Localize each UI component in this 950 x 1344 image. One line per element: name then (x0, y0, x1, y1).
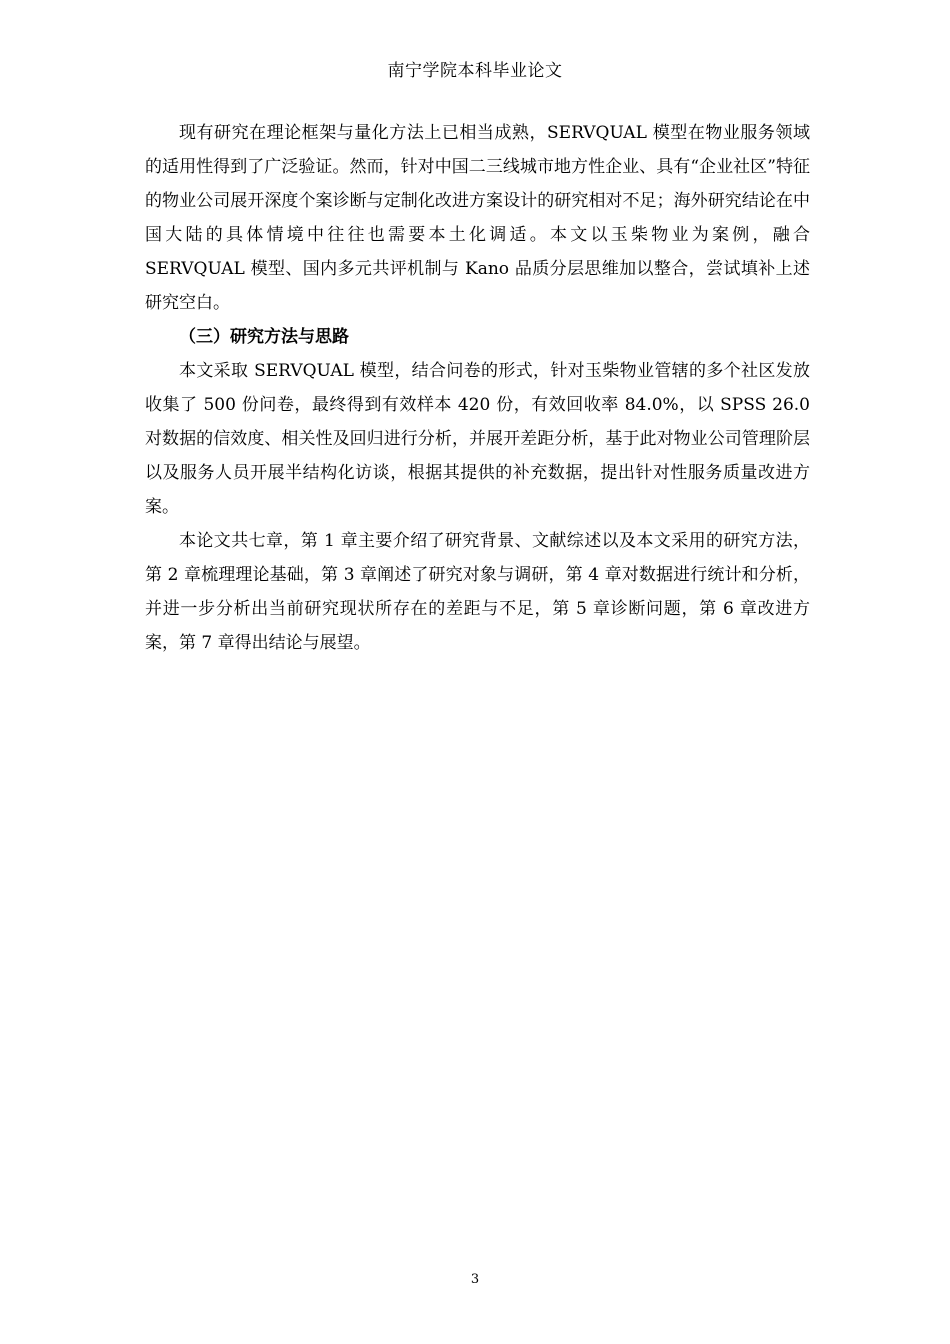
running-header: 南宁学院本科毕业论文 (387, 61, 563, 81)
page-number: 3 (470, 1272, 480, 1287)
document-body (145, 116, 810, 660)
body-paragraph-methods: 本文采取 SERVQUAL 模型，结合问卷的形式，针对玉柴物业管辖的多个社区发放收集了 500 份问卷，最终得到有效样本 420 份，有效回收率 84.0%，以 SPSS 26.0 对数据的信效度、相关性及回归进行分析，并展开差距分析，基于此对物业公司管理阶层以及服务人员开展半结构化访谈，根据其提供的补充数据，提出针对性服务质量改进方案。 (145, 361, 810, 517)
body-paragraph-research-gap: 现有研究在理论框架与量化方法上已相当成熟，SERVQUAL 模型在物业服务领域的适用性得到了广泛验证。然而，针对中国二三线城市地方性企业、具有“企业社区”特征的物业公司展开深度个案诊断与定制化改进方案设计的研究相对不足；海外研究结论在中国大陆的具体情境中往往也需要本土化调适。本文以玉柴物业为案例，融合 SERVQUAL 模型、国内多元共评机制与 Kano 品质分层思维加以整合，尝试填补上述研究空白。 (145, 123, 810, 313)
section-heading: （三）研究方法与思路 (179, 327, 349, 347)
body-paragraph-structure: 本论文共七章，第 1 章主要介绍了研究背景、文献综述以及本文采用的研究方法，第 2 章梳理理论基础，第 3 章阐述了研究对象与调研，第 4 章对数据进行统计和分析，并进一步分析出当前研究现状所存在的差距与不足，第 5 章诊断问题，第 6 章改进方案，第 7 章得出结论与展望。 (145, 531, 810, 653)
